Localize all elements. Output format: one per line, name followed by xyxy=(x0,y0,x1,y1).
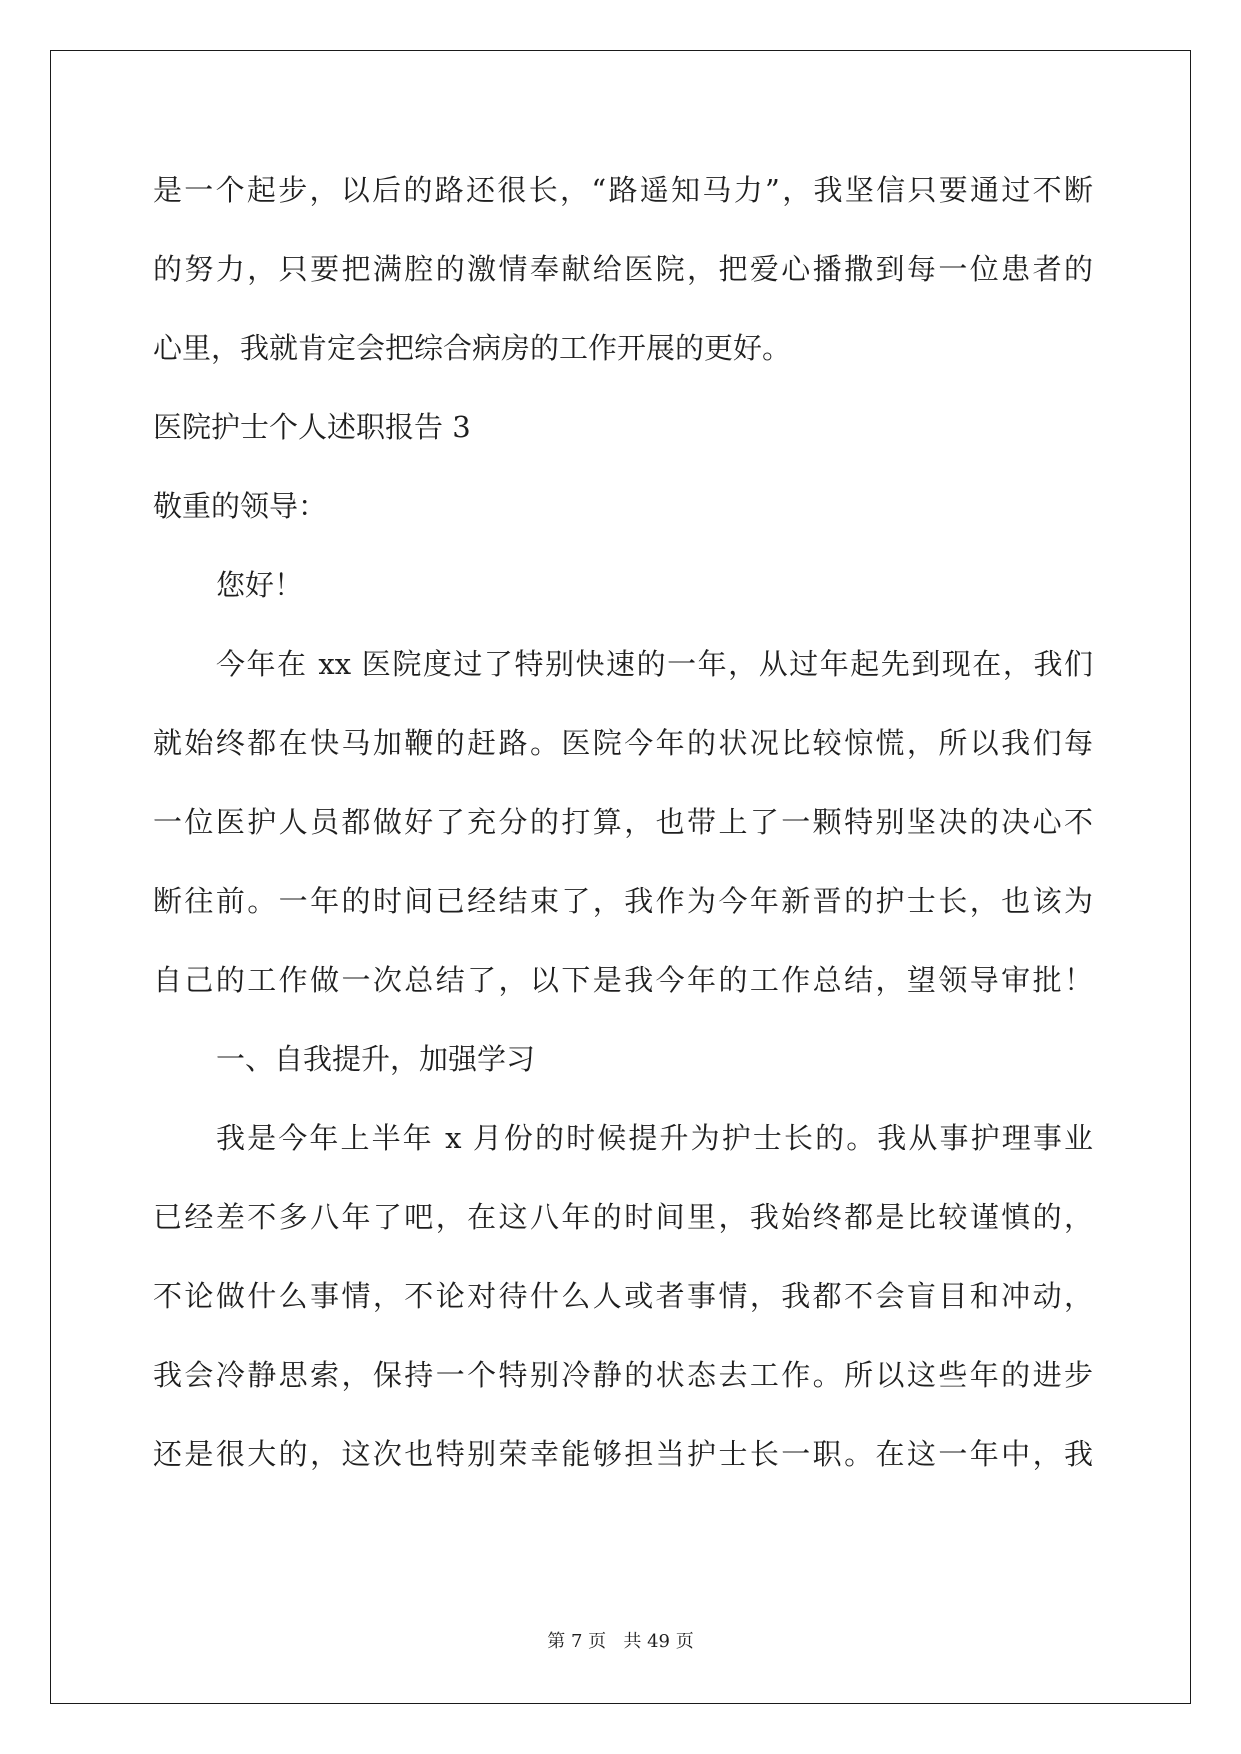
body-line: 我是今年上半年 x 月份的时候提升为护士长的。我从事护理事业 xyxy=(216,1121,1093,1155)
body-line: 不论做什么事情，不论对待什么人或者事情，我都不会盲目和冲动， xyxy=(153,1279,1093,1313)
section-title: 医院护士个人述职报告 3 xyxy=(153,410,471,444)
body-line: 已经差不多八年了吧，在这八年的时间里，我始终都是比较谨慎的， xyxy=(153,1200,1093,1234)
greeting: 您好！ xyxy=(216,568,304,602)
body-line: 是一个起步，以后的路还很长，“路遥知马力”，我坚信只要通过不断 xyxy=(153,173,1093,207)
subheading: 一、自我提升，加强学习 xyxy=(216,1042,536,1076)
body-line: 自己的工作做一次总结了，以下是我今年的工作总结，望领导审批！ xyxy=(153,963,1093,997)
body-line: 我会冷静思索，保持一个特别冷静的状态去工作。所以这些年的进步 xyxy=(153,1358,1093,1392)
body-line: 今年在 xx 医院度过了特别快速的一年，从过年起先到现在，我们 xyxy=(216,647,1093,681)
body-line: 一位医护人员都做好了充分的打算，也带上了一颗特别坚决的决心不 xyxy=(153,805,1093,839)
body-line: 的努力，只要把满腔的激情奉献给医院，把爱心播撒到每一位患者的 xyxy=(153,252,1093,286)
body-line: 还是很大的，这次也特别荣幸能够担当护士长一职。在这一年中，我 xyxy=(153,1437,1093,1471)
page-number: 第 7 页 共 49 页 xyxy=(547,1631,694,1652)
salutation: 敬重的领导： xyxy=(153,489,328,523)
body-line: 就始终都在快马加鞭的赶路。医院今年的状况比较惊慌，所以我们每 xyxy=(153,726,1093,760)
body-line: 心里，我就肯定会把综合病房的工作开展的更好。 xyxy=(153,331,792,365)
body-line: 断往前。一年的时间已经结束了，我作为今年新晋的护士长，也该为 xyxy=(153,884,1093,918)
